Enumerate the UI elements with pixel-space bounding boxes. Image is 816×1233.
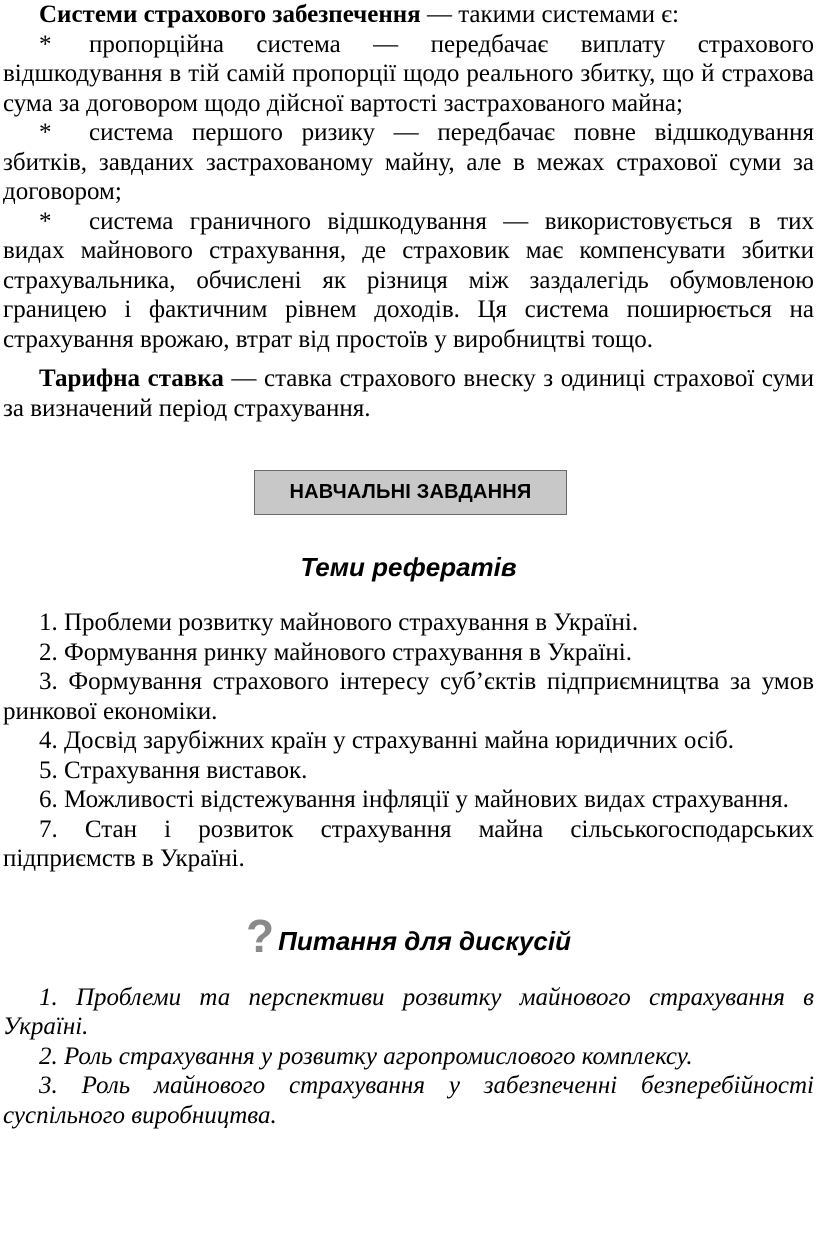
- discussion-title: Питання для дискусій: [278, 925, 571, 956]
- tariff-definition-text: — ставка страхового внеску з одиниці страхової суми за визначений період страхування.: [3, 365, 814, 422]
- list-item: 7. Стан і розвиток страхування майна сільськогосподарських підприємств в Україні.: [3, 815, 814, 872]
- bullet-mark: *: [39, 30, 52, 58]
- tasks-banner: НАВЧАЛЬНІ ЗАВДАННЯ: [254, 470, 567, 515]
- list-item: 6. Можливості відстежування інфляції у майнових видах страхування.: [39, 786, 789, 813]
- tariff-definition: [3, 364, 814, 423]
- list-item: 3. Формування страхового інтересу суб’єктів підприємництва за умов ринкової економіки.: [3, 668, 814, 725]
- systems-intro: [3, 0, 814, 30]
- banner-container: [3, 470, 814, 518]
- bullet-text: пропорційна система — передбачає виплату страхового відшкодування в тій самій пропорції щодо реального збитку, що й страхова сума за договором щодо дійсної вартості застрахованого майна;: [3, 30, 814, 117]
- bullet-text: система першого ризику — передбачає повне відшкодування збитків, завданих застрахованому майну, але в межах страхової суми за договором;: [3, 119, 814, 205]
- paragraph-gap: [3, 354, 814, 364]
- systems-term: Системи страхового забезпечення: [39, 1, 421, 28]
- tariff-term: Тарифна ставка: [39, 365, 224, 392]
- essays-title: Теми рефератів: [300, 552, 517, 582]
- bullet-text: система граничного відшкодування — використовується в тих видах майнового страхування, де страховик має компенсувати збитки страхувальника, обчислені як різниця між заздалегідь обумовленою границею і фактичним рівнем доходів. Ця система поширюється на страхування врожаю, втрат від простоїв у виробництві тощо.: [3, 207, 814, 353]
- bullet-mark: *: [39, 119, 52, 146]
- list-item: 3. Роль майнового страхування у забезпеченні безперебійності суспільного виробництва.: [3, 1072, 814, 1129]
- discussion-header: [3, 909, 814, 962]
- systems-bullet-item: [3, 30, 814, 119]
- systems-bullet-item: [3, 118, 814, 207]
- list-item: 5. Страхування виставок.: [39, 756, 308, 784]
- systems-intro-rest: — такими системами є:: [420, 1, 679, 28]
- question-mark-icon: ?: [246, 909, 275, 962]
- list-item: 2. Роль страхування у розвитку агропромислового комплексу.: [39, 1042, 693, 1070]
- systems-bullet-item: [3, 207, 814, 355]
- list-item: 1. Проблеми та перспективи розвитку майнового страхування в Україні.: [3, 983, 814, 1040]
- list-item: 4. Досвід зарубіжних країн у страхуванні майна юридичних осіб.: [39, 727, 735, 754]
- list-item: 1. Проблеми розвитку майнового страхування в Україні.: [39, 609, 639, 636]
- essays-list: [3, 608, 814, 874]
- discussion-list: [3, 983, 814, 1131]
- bullet-mark: *: [39, 207, 52, 235]
- list-item: 2. Формування ринку майнового страхування в Україні.: [39, 638, 632, 666]
